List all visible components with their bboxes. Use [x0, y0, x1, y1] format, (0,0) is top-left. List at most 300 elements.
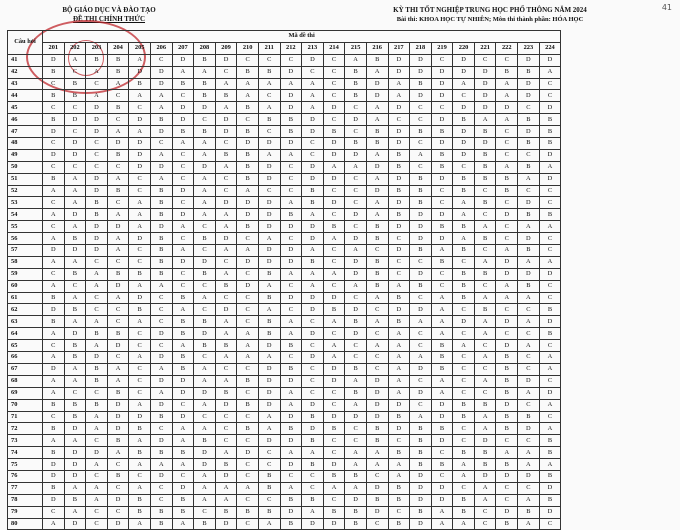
answer-cell: C — [129, 328, 151, 340]
table-row — [8, 340, 561, 352]
answer-cell: B — [302, 256, 324, 268]
answer-cell: A — [215, 78, 237, 90]
answer-cell: D — [302, 292, 324, 304]
answer-cell: A — [539, 221, 561, 233]
answer-cell: C — [86, 518, 108, 530]
answer-cell: C — [129, 387, 151, 399]
answer-cell: D — [345, 233, 367, 245]
answer-cell: B — [323, 126, 345, 138]
answer-cell: C — [453, 352, 475, 364]
question-number: 62 — [8, 304, 43, 316]
answer-cell: A — [129, 399, 151, 411]
answer-cell: C — [539, 90, 561, 102]
question-number: 53 — [8, 197, 43, 209]
answer-cell: A — [496, 280, 518, 292]
answer-cell: A — [366, 66, 388, 78]
answer-cell: A — [302, 280, 324, 292]
answer-cell: B — [150, 209, 172, 221]
answer-cell: B — [388, 185, 410, 197]
answer-cell: A — [474, 423, 496, 435]
answer-cell: B — [172, 78, 194, 90]
question-number: 70 — [8, 399, 43, 411]
answer-cell: A — [64, 363, 86, 375]
answer-cell: D — [129, 149, 151, 161]
exam-code-header: 213 — [302, 42, 324, 54]
answer-cell: C — [323, 256, 345, 268]
answer-cell: D — [172, 256, 194, 268]
answer-cell: A — [431, 304, 453, 316]
answer-cell: A — [388, 90, 410, 102]
answer-cell: B — [107, 66, 129, 78]
answer-cell: B — [388, 149, 410, 161]
answer-cell: B — [237, 423, 259, 435]
answer-cell: C — [410, 102, 432, 114]
answer-cell: A — [345, 399, 367, 411]
answer-cell: D — [86, 447, 108, 459]
answer-cell: D — [518, 233, 540, 245]
answer-cell: A — [388, 78, 410, 90]
answer-cell: A — [518, 316, 540, 328]
answer-cell: B — [258, 316, 280, 328]
answer-cell: C — [539, 78, 561, 90]
answer-cell: B — [453, 494, 475, 506]
answer-cell: B — [43, 66, 65, 78]
answer-cell: C — [496, 494, 518, 506]
answer-cell: A — [237, 482, 259, 494]
answer-cell: B — [496, 66, 518, 78]
answer-cell: A — [474, 292, 496, 304]
answer-cell: C — [129, 185, 151, 197]
answer-cell: C — [496, 54, 518, 66]
answer-cell: C — [43, 161, 65, 173]
answer-cell: D — [431, 482, 453, 494]
ministry-name: BỘ GIÁO DỤC VÀ ĐÀO TẠO — [62, 6, 156, 14]
question-number: 48 — [8, 138, 43, 150]
answer-cell: D — [539, 387, 561, 399]
answer-cell: D — [194, 447, 216, 459]
table-row — [8, 161, 561, 173]
answer-cell: C — [43, 340, 65, 352]
answer-cell: C — [194, 352, 216, 364]
answer-cell: B — [64, 352, 86, 364]
answer-cell: B — [215, 90, 237, 102]
answer-cell: D — [496, 340, 518, 352]
answer-cell: D — [431, 494, 453, 506]
answer-cell: D — [194, 459, 216, 471]
answer-cell: A — [258, 352, 280, 364]
question-number: 51 — [8, 173, 43, 185]
answer-cell: A — [518, 494, 540, 506]
answer-cell: C — [43, 411, 65, 423]
answer-cell: C — [345, 126, 367, 138]
answer-cell: A — [215, 328, 237, 340]
answer-cell: A — [280, 197, 302, 209]
answer-cell: C — [194, 245, 216, 257]
answer-cell: B — [410, 459, 432, 471]
answer-cell: A — [107, 363, 129, 375]
answer-cell: B — [388, 518, 410, 530]
answer-cell: D — [150, 221, 172, 233]
answer-cell: C — [237, 363, 259, 375]
answer-cell: C — [323, 54, 345, 66]
answer-cell: D — [129, 411, 151, 423]
answer-cell: C — [258, 459, 280, 471]
answer-cell: D — [323, 197, 345, 209]
answer-cell: A — [107, 447, 129, 459]
question-number: 79 — [8, 506, 43, 518]
answer-cell: D — [366, 78, 388, 90]
answer-cell: C — [323, 447, 345, 459]
answer-cell: D — [496, 268, 518, 280]
answer-cell: A — [366, 209, 388, 221]
answer-cell: B — [474, 173, 496, 185]
answer-cell: B — [323, 506, 345, 518]
answer-cell: A — [345, 482, 367, 494]
answer-cell: B — [258, 470, 280, 482]
answer-cell: B — [107, 328, 129, 340]
answer-cell: B — [86, 209, 108, 221]
answer-cell: D — [64, 245, 86, 257]
answer-cell: C — [280, 304, 302, 316]
answer-cell: D — [302, 233, 324, 245]
answer-cell: C — [43, 78, 65, 90]
answer-cell: C — [496, 197, 518, 209]
answer-cell: D — [86, 114, 108, 126]
answer-cell: A — [64, 375, 86, 387]
answer-cell: C — [215, 411, 237, 423]
exam-code-header: 219 — [431, 42, 453, 54]
answer-cell: D — [43, 494, 65, 506]
answer-cell: D — [410, 66, 432, 78]
answer-cell: B — [237, 375, 259, 387]
answer-cell: D — [302, 54, 324, 66]
answer-cell: B — [410, 506, 432, 518]
answer-cell: A — [258, 518, 280, 530]
answer-cell: B — [280, 518, 302, 530]
answer-cell: A — [366, 340, 388, 352]
answer-cell: A — [64, 173, 86, 185]
answer-cell: B — [323, 470, 345, 482]
answer-cell: A — [237, 245, 259, 257]
answer-cell: A — [366, 316, 388, 328]
answer-cell: D — [453, 149, 475, 161]
answer-cell: A — [64, 435, 86, 447]
answer-cell: B — [345, 470, 367, 482]
answer-cell: A — [172, 518, 194, 530]
answer-cell: D — [258, 161, 280, 173]
answer-cell: B — [388, 411, 410, 423]
answer-cell: A — [194, 185, 216, 197]
answer-cell: D — [388, 173, 410, 185]
answer-cell: C — [431, 280, 453, 292]
answer-cell: B — [388, 494, 410, 506]
answer-cell: B — [366, 494, 388, 506]
answer-cell: A — [215, 102, 237, 114]
answer-cell: D — [431, 435, 453, 447]
answer-cell: B — [431, 340, 453, 352]
answer-cell: D — [129, 66, 151, 78]
answer-cell: A — [129, 518, 151, 530]
answer-cell: B — [107, 185, 129, 197]
answer-cell: D — [86, 173, 108, 185]
answer-cell: D — [323, 411, 345, 423]
answer-cell: B — [474, 233, 496, 245]
answer-cell: A — [237, 185, 259, 197]
answer-cell: A — [474, 256, 496, 268]
answer-cell: B — [237, 161, 259, 173]
answer-cell: B — [64, 494, 86, 506]
answer-cell: D — [302, 173, 324, 185]
answer-cell: B — [150, 185, 172, 197]
answer-cell: C — [150, 304, 172, 316]
answer-cell: A — [150, 173, 172, 185]
answer-cell: C — [107, 316, 129, 328]
answer-cell: A — [194, 292, 216, 304]
answer-cell: C — [345, 221, 367, 233]
answer-cell: B — [431, 126, 453, 138]
answer-cell: D — [107, 399, 129, 411]
answer-cell: D — [323, 149, 345, 161]
answer-cell: A — [388, 375, 410, 387]
answer-cell: C — [302, 387, 324, 399]
answer-cell: B — [302, 185, 324, 197]
answer-cell: C — [107, 482, 129, 494]
answer-cell: C — [474, 280, 496, 292]
answer-cell: D — [302, 423, 324, 435]
answer-cell: C — [518, 363, 540, 375]
answer-cell: A — [518, 518, 540, 530]
answer-cell: A — [453, 470, 475, 482]
answer-cell: D — [539, 506, 561, 518]
answer-cell: D — [129, 138, 151, 150]
answer-cell: B — [539, 138, 561, 150]
answer-cell: A — [453, 197, 475, 209]
answer-cell: A — [43, 185, 65, 197]
answer-cell: C — [280, 470, 302, 482]
answer-cell: D — [388, 102, 410, 114]
answer-cell: A — [237, 340, 259, 352]
answer-cell: B — [237, 66, 259, 78]
answer-cell: C — [539, 280, 561, 292]
answer-cell: A — [129, 280, 151, 292]
table-row — [8, 494, 561, 506]
exam-code-header: 224 — [539, 42, 561, 54]
answer-cell: C — [237, 518, 259, 530]
answer-cell: B — [366, 233, 388, 245]
answer-cell: D — [237, 209, 259, 221]
answer-cell: C — [453, 482, 475, 494]
answer-cell: B — [86, 197, 108, 209]
answer-cell: D — [345, 494, 367, 506]
answer-cell: C — [258, 185, 280, 197]
answer-cell: D — [474, 66, 496, 78]
answer-cell: D — [43, 470, 65, 482]
answer-cell: C — [43, 506, 65, 518]
answer-cell: A — [302, 78, 324, 90]
answer-cell: C — [431, 268, 453, 280]
answer-cell: A — [388, 470, 410, 482]
answer-cell: A — [64, 506, 86, 518]
answer-cell: B — [194, 78, 216, 90]
answer-cell: D — [172, 185, 194, 197]
answer-cell: A — [129, 54, 151, 66]
answer-cell: C — [237, 268, 259, 280]
answer-cell: A — [43, 209, 65, 221]
answer-cell: D — [280, 375, 302, 387]
answer-cell: A — [431, 375, 453, 387]
answer-cell: D — [345, 149, 367, 161]
answer-cell: A — [431, 518, 453, 530]
answer-cell: A — [518, 292, 540, 304]
answer-cell: D — [518, 78, 540, 90]
answer-cell: C — [323, 494, 345, 506]
answer-cell: A — [496, 161, 518, 173]
answer-cell: D — [345, 268, 367, 280]
answer-cell: C — [345, 197, 367, 209]
answer-cell: C — [453, 387, 475, 399]
answer-cell: C — [280, 161, 302, 173]
answer-cell: C — [215, 256, 237, 268]
answer-cell: B — [43, 482, 65, 494]
answer-cell: D — [280, 221, 302, 233]
question-number: 52 — [8, 185, 43, 197]
answer-cell: B — [431, 256, 453, 268]
answer-cell: A — [518, 447, 540, 459]
answer-cell: C — [302, 363, 324, 375]
answer-cell: D — [388, 399, 410, 411]
answer-cell: C — [496, 126, 518, 138]
answer-cell: C — [410, 399, 432, 411]
answer-cell: A — [194, 470, 216, 482]
table-row — [8, 268, 561, 280]
answer-cell: B — [410, 423, 432, 435]
answer-cell: B — [237, 221, 259, 233]
answer-cell: A — [518, 459, 540, 471]
answer-cell: C — [215, 66, 237, 78]
answer-cell: C — [431, 470, 453, 482]
answer-cell: A — [129, 316, 151, 328]
answer-cell: C — [496, 328, 518, 340]
answer-cell: A — [215, 209, 237, 221]
answer-cell: A — [64, 197, 86, 209]
answer-cell: B — [366, 126, 388, 138]
answer-cell: C — [215, 423, 237, 435]
table-row — [8, 209, 561, 221]
table-row — [8, 387, 561, 399]
answer-cell: A — [43, 256, 65, 268]
question-number: 45 — [8, 102, 43, 114]
answer-cell: B — [194, 435, 216, 447]
answer-cell: D — [150, 375, 172, 387]
answer-cell: B — [453, 411, 475, 423]
answer-cell: A — [345, 54, 367, 66]
answer-cell: A — [172, 459, 194, 471]
answer-cell: C — [258, 90, 280, 102]
answer-cell: B — [107, 54, 129, 66]
answer-cell: A — [150, 280, 172, 292]
question-number: 63 — [8, 316, 43, 328]
exam-code-header: 222 — [496, 42, 518, 54]
answer-cell: B — [280, 363, 302, 375]
exam-title: KỲ THI TỐT NGHIỆP TRUNG HỌC PHỔ THÔNG NĂM 2024 — [393, 6, 587, 14]
table-row — [8, 423, 561, 435]
answer-cell: C — [237, 233, 259, 245]
answer-cell: B — [431, 352, 453, 364]
answer-cell: D — [280, 138, 302, 150]
table-header-row-1 — [8, 31, 561, 43]
answer-cell: B — [107, 387, 129, 399]
answer-cell: B — [474, 459, 496, 471]
answer-cell: C — [388, 435, 410, 447]
answer-cell: D — [388, 197, 410, 209]
answer-cell: B — [474, 197, 496, 209]
answer-cell: A — [453, 518, 475, 530]
answer-cell: B — [237, 399, 259, 411]
answer-cell: C — [129, 340, 151, 352]
answer-cell: A — [194, 66, 216, 78]
answer-cell: D — [366, 375, 388, 387]
answer-cell: C — [431, 197, 453, 209]
answer-cell: C — [323, 435, 345, 447]
answer-cell: B — [518, 411, 540, 423]
answer-cell: D — [453, 102, 475, 114]
answer-cell: C — [366, 352, 388, 364]
answer-cell: A — [258, 411, 280, 423]
answer-cell: D — [496, 102, 518, 114]
answer-cell: A — [431, 506, 453, 518]
answer-cell: B — [237, 506, 259, 518]
answer-cell: C — [150, 138, 172, 150]
answer-cell: A — [129, 197, 151, 209]
answer-cell: A — [280, 387, 302, 399]
answer-cell: A — [129, 221, 151, 233]
answer-cell: A — [172, 221, 194, 233]
answer-cell: A — [539, 256, 561, 268]
answer-cell: A — [172, 138, 194, 150]
answer-cell: C — [86, 161, 108, 173]
answer-cell: D — [302, 518, 324, 530]
question-number: 49 — [8, 149, 43, 161]
answer-cell: A — [215, 352, 237, 364]
answer-cell: C — [539, 197, 561, 209]
answer-cell: C — [280, 185, 302, 197]
answer-cell: B — [237, 126, 259, 138]
answer-cell: C — [150, 54, 172, 66]
answer-cell: C — [496, 149, 518, 161]
answer-cell: B — [194, 268, 216, 280]
answer-cell: B — [150, 245, 172, 257]
answer-cell: A — [280, 268, 302, 280]
answer-cell: C — [237, 304, 259, 316]
answer-cell: B — [453, 292, 475, 304]
answer-cell: A — [539, 459, 561, 471]
answer-cell: B — [539, 494, 561, 506]
answer-cell: D — [388, 304, 410, 316]
answer-cell: D — [107, 423, 129, 435]
answer-cell: A — [366, 102, 388, 114]
answer-cell: C — [302, 316, 324, 328]
answer-cell: A — [86, 90, 108, 102]
answer-cell: A — [453, 78, 475, 90]
answer-cell: B — [172, 292, 194, 304]
answer-cell: A — [107, 233, 129, 245]
answer-cell: A — [431, 245, 453, 257]
answer-cell: B — [194, 90, 216, 102]
answer-cell: C — [172, 268, 194, 280]
answer-cell: D — [388, 423, 410, 435]
answer-cell: C — [64, 126, 86, 138]
answer-cell: A — [496, 90, 518, 102]
